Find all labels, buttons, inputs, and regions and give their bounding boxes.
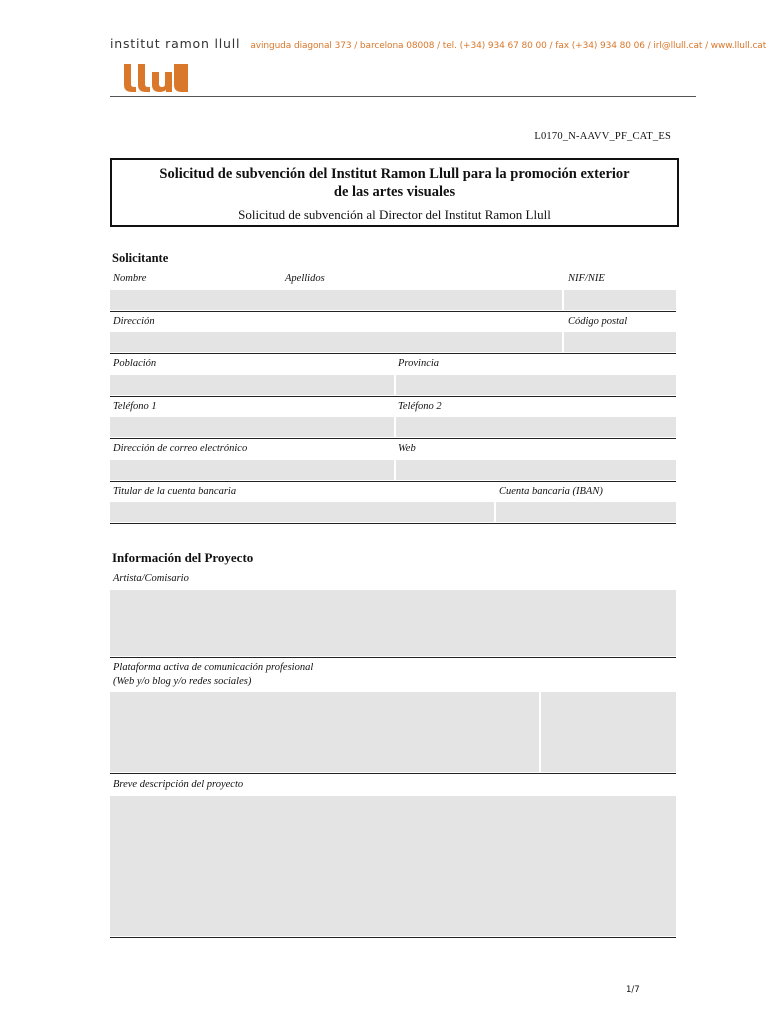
field-email[interactable]: [110, 460, 394, 480]
llull-logo: [122, 60, 192, 94]
field-descripcion[interactable]: [110, 796, 676, 936]
field-web[interactable]: [396, 460, 676, 480]
institution-name: institut ramon llull: [110, 36, 241, 51]
label-apellidos: Apellidos: [285, 273, 325, 284]
field-telefono1[interactable]: [110, 417, 394, 437]
field-plataforma-extra[interactable]: [541, 692, 676, 772]
label-telefono1: Teléfono 1: [113, 401, 157, 412]
section-title-applicant: Solicitante: [112, 251, 169, 265]
label-nombre: Nombre: [113, 273, 147, 284]
label-direccion: Dirección: [113, 316, 155, 327]
field-titular[interactable]: [110, 502, 494, 522]
field-plataforma[interactable]: [110, 692, 539, 772]
row-divider: [110, 657, 676, 658]
field-provincia[interactable]: [396, 375, 676, 395]
row-divider: [110, 438, 676, 439]
field-codigo-postal[interactable]: [564, 332, 676, 352]
institution-address: avinguda diagonal 373 / barcelona 08008 / tel. (+34) 934 67 80 00 / fax (+34) 934 80 06 / irl@llull.cat / www.llull.cat: [250, 41, 767, 51]
field-direccion[interactable]: [110, 332, 562, 352]
label-web: Web: [398, 443, 416, 454]
field-nombre-apellidos[interactable]: [110, 290, 562, 310]
field-nif[interactable]: [564, 290, 676, 310]
field-poblacion[interactable]: [110, 375, 394, 395]
row-divider: [110, 481, 676, 482]
letterhead: [110, 33, 766, 52]
field-iban[interactable]: [496, 502, 676, 522]
field-telefono2[interactable]: [396, 417, 676, 437]
field-artista[interactable]: [110, 590, 676, 656]
row-divider: [110, 523, 676, 524]
form-title: Solicitud de subvención del Institut Ramon Llull para la promoción exterior de las artes visuales: [159, 166, 630, 200]
row-divider: [110, 353, 676, 354]
header-divider: [110, 96, 696, 97]
label-plataforma: Plataforma activa de comunicación profesional (Web y/o blog y/o redes sociales): [113, 662, 314, 687]
row-divider: [110, 396, 676, 397]
row-divider: [110, 937, 676, 938]
label-iban: Cuenta bancaria (IBAN): [499, 486, 603, 497]
title-box: [110, 158, 679, 227]
row-divider: [110, 773, 676, 774]
label-poblacion: Población: [113, 358, 157, 369]
label-codigo-postal: Código postal: [568, 316, 628, 327]
form-subtitle: Solicitud de subvención al Director del Institut Ramon Llull: [238, 207, 551, 222]
label-provincia: Provincia: [398, 358, 440, 369]
label-artista: Artista/Comisario: [113, 573, 189, 584]
section-title-project: Información del Proyecto: [112, 550, 254, 565]
label-telefono2: Teléfono 2: [398, 401, 442, 412]
row-divider: [110, 311, 676, 312]
label-email: Dirección de correo electrónico: [113, 443, 248, 454]
label-titular: Titular de la cuenta bancaria: [113, 486, 237, 497]
label-descripcion: Breve descripción del proyecto: [113, 779, 244, 790]
document-code: L0170_N-AAVV_PF_CAT_ES: [534, 131, 671, 142]
page-number: 1/7: [626, 985, 640, 995]
label-nif: NIF/NIE: [568, 273, 605, 284]
